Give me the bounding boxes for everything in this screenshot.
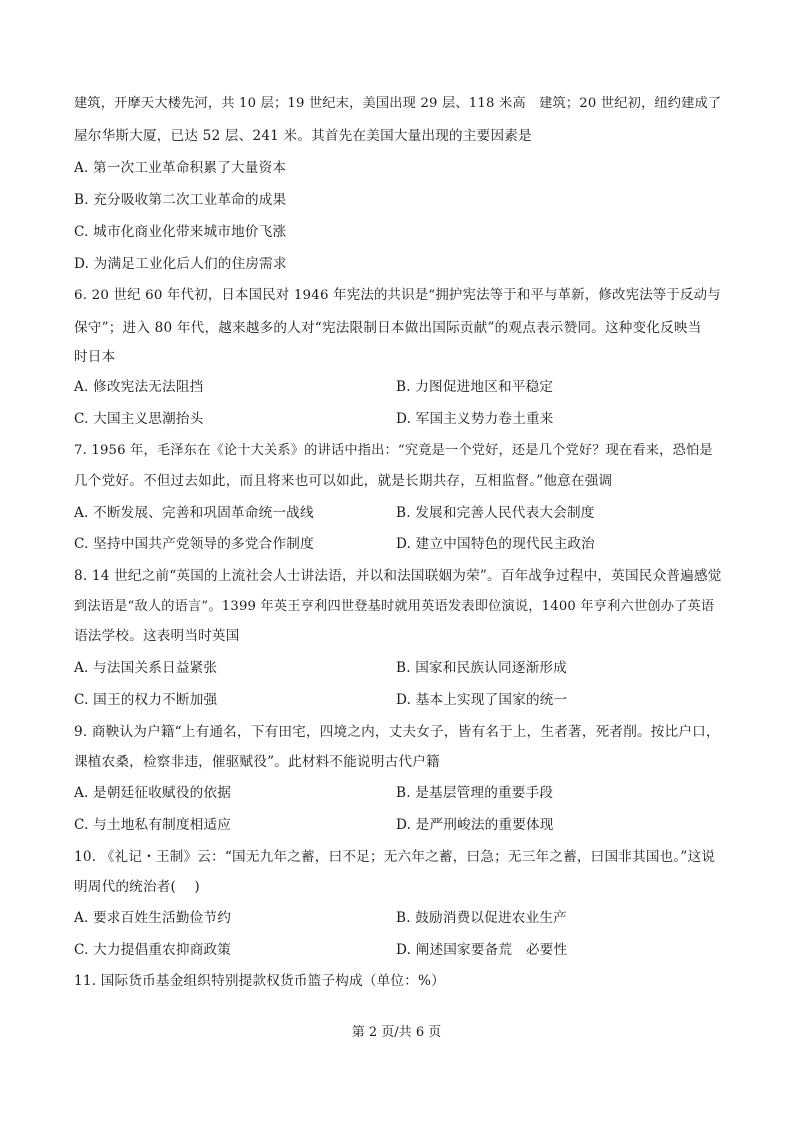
q10-stem-line-1: 10. 《礼记・王制》云：“国无九年之蓄，曰不足；无六年之蓄，曰急；无三年之蓄，曰国非其国也。”这说 bbox=[74, 849, 716, 865]
q8-option-c: C. 国王的权力不断加强 bbox=[74, 692, 218, 708]
q8-option-b: B. 国家和民族认同逐渐形成 bbox=[396, 660, 567, 676]
q9-stem-line-1: 9. 商鞅认为户籍“上有通名，下有田宅，四境之内，丈夫女子，皆有名于上，生者著，死者削。按比户口， bbox=[74, 724, 720, 740]
q6-option-b: B. 力图促进地区和平稳定 bbox=[396, 379, 554, 395]
q6-option-c: C. 大国主义思潮抬头 bbox=[74, 411, 204, 427]
q7-option-b: B. 发展和完善人民代表大会制度 bbox=[396, 505, 595, 521]
q7-stem-line-2: 几个党好。不但过去如此，而且将来也可以如此，就是长期共存，互相监督。”他意在强调 bbox=[74, 473, 613, 489]
q7-option-c: C. 坚持中国共产党领导的多党合作制度 bbox=[74, 536, 314, 552]
q10-stem-line-2: 明周代的统治者( ) bbox=[74, 879, 200, 895]
q8-stem-line-2: 到法语是“敌人的语言”。1399 年英王亨利四世登基时就用英语发表即位演说，1400 年亨利六世创办了英语 bbox=[74, 599, 715, 614]
q5-option-b: B. 充分吸收第二次工业革命的成果 bbox=[74, 192, 287, 208]
q6-stem-line-2: 保守”；进入 80 年代，越来越多的人对“宪法限制日本做出国际贡献”的观点表示赞同。这种变化反映当 bbox=[74, 320, 702, 336]
q10-option-b: B. 鼓励消费以促进农业生产 bbox=[396, 910, 567, 926]
q10-option-a: A. 要求百姓生活勤俭节约 bbox=[74, 910, 231, 926]
q10-option-d: D. 阐述国家要备荒 必要性 bbox=[396, 942, 568, 958]
q5-option-a: A. 第一次工业革命积累了大量资本 bbox=[74, 160, 287, 176]
q9-stem-line-2: 课植农桑，检察非违，催驱赋役”。此材料不能说明古代户籍 bbox=[74, 754, 440, 770]
q9-option-b: B. 是基层管理的重要手段 bbox=[396, 785, 554, 801]
q5-stem-line-1: 建筑，开摩天大楼先河，共 10 层；19 世纪末，美国出现 29 层、118 米高 建筑；20 世纪初，纽约建成了 bbox=[74, 96, 722, 111]
q8-option-d: D. 基本上实现了国家的统一 bbox=[396, 692, 568, 708]
q8-stem-line-1: 8. 14 世纪之前“英国的上流社会人士讲法语，并以和法国联姻为荣”。百年战争过程中，英国民众普遍感觉 bbox=[74, 568, 722, 584]
q10-option-c: C. 大力提倡重农抑商政策 bbox=[74, 942, 232, 958]
q9-option-d: D. 是严刑峻法的重要体现 bbox=[396, 817, 554, 833]
q6-option-d: D. 军国主义势力卷土重来 bbox=[396, 411, 554, 427]
q7-option-d: D. 建立中国特色的现代民主政治 bbox=[396, 536, 595, 552]
q5-option-d: D. 为满足工业化后人们的住房需求 bbox=[74, 256, 287, 272]
page-number: 第 2 页/共 6 页 bbox=[351, 1025, 442, 1040]
q9-option-a: A. 是朝廷征收赋役的依据 bbox=[74, 785, 231, 801]
q9-option-c: C. 与土地私有制度相适应 bbox=[74, 817, 232, 833]
q7-option-a: A. 不断发展、完善和巩固革命统一战线 bbox=[74, 505, 314, 521]
q7-stem-line-1: 7. 1956 年，毛泽东在《论十大关系》的讲话中指出：“究竟是一个党好，还是几个党好？现在看来，恐怕是 bbox=[74, 443, 713, 458]
q8-stem-line-3: 语法学校。这表明当时英国 bbox=[74, 628, 240, 644]
q5-stem-line-2: 屋尔华斯大厦，已达 52 层、241 米。其首先在美国大量出现的主要因素是 bbox=[74, 128, 532, 144]
q8-option-a: A. 与法国关系日益紧张 bbox=[74, 660, 218, 676]
q11-stem-line-1: 11. 国际货币基金组织特别提款权货币篮子构成（单位：%） bbox=[74, 973, 445, 989]
q6-option-a: A. 修改宪法无法阻挡 bbox=[74, 379, 204, 395]
q6-stem-line-3: 时日本 bbox=[74, 349, 116, 365]
q6-stem-line-1: 6. 20 世纪 60 年代初，日本国民对 1946 年宪法的共识是“拥护宪法等于和平与革新，修改宪法等于反动与 bbox=[74, 288, 721, 303]
q5-option-c: C. 城市化商业化带来城市地价飞涨 bbox=[74, 224, 287, 240]
